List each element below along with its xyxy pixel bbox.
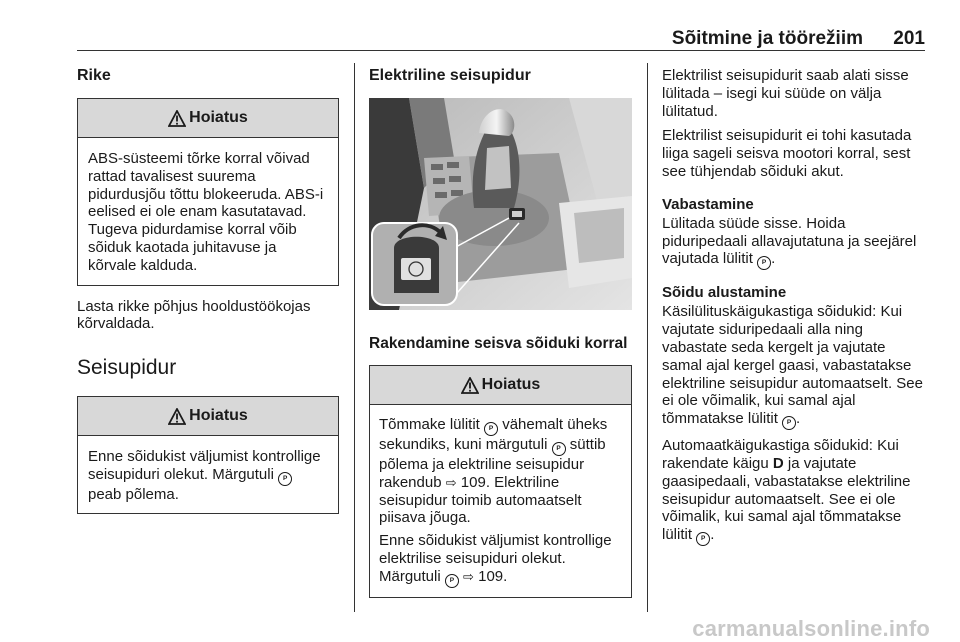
paragraph-2: Elektrilist seisupidurit ei tohi kasutada liiga sageli seisva mootori korral, sest see tühjendab sõiduki akut.	[662, 127, 912, 180]
subheading-stationary-apply: Rakendamine seisva sõiduki korral	[369, 335, 628, 352]
parking-brake-icon: P	[278, 472, 292, 486]
warning-triangle-icon	[461, 377, 479, 394]
warning-header	[78, 99, 338, 138]
parking-brake-icon: P	[782, 416, 796, 430]
column-left	[77, 62, 339, 514]
warning-header	[78, 397, 338, 436]
warning-triangle-icon	[168, 408, 186, 425]
warning-header	[370, 366, 631, 405]
heading-soidu-alustamine: Sõidu alustamine	[662, 284, 787, 302]
parking-brake-icon: P	[484, 422, 498, 436]
heading-vabastamine: Vabastamine	[662, 195, 754, 213]
parking-brake-icon: P	[757, 256, 771, 270]
parking-brake-icon: P	[552, 442, 566, 456]
section-title: Sõitmine ja töörežiim	[671, 28, 863, 49]
warning-box	[369, 365, 632, 598]
column-divider	[647, 63, 648, 612]
page-ref: 109	[460, 473, 486, 491]
warning-body	[78, 138, 338, 285]
header-rule	[77, 50, 925, 51]
gear-d: D	[772, 454, 784, 472]
column-right	[662, 67, 927, 546]
page-ref-icon: ⇨	[445, 474, 457, 490]
paragraph-5: Automaatkäigukastiga sõidukid: Kui rakendate käigu D ja vajutate gaasipedaali, vabastatakse elektriline seisupidur automaatselt. See ei ole võimalik, kui samal ajal tõmmatakse lülitit P .	[662, 437, 927, 546]
warning-text-2: Enne sõidukist väljumist kontrollige elektrilise seisupiduri olekut. Märgutuli P ⇨ 109.	[379, 532, 622, 588]
watermark: carmanualsonline.info	[692, 616, 930, 641]
warning-box	[77, 396, 339, 514]
warning-text: ABS-süsteemi tõrke korral võivad rattad tavalisest suurema pidurdusjõu tõttu blokeeruda. ABS-i eelised ei ole enam kasutatavad. Tugeva pidurdamise korral võib sõiduk kaotada juhitavuse ja kõrvale kalduda.	[88, 150, 324, 274]
page-header	[77, 28, 925, 50]
paragraph-1: Elektrilist seisupidurit saab alati sisse lülitada – isegi kui süüde on välja lülitatud.	[662, 67, 909, 120]
warning-label: Hoiatus	[481, 376, 541, 393]
parking-brake-icon: P	[696, 532, 710, 546]
paragraph-4: Käsilülituskäigukastiga sõidukid: Kui vajutate siduripedaali alla ning vabastate seda kergelt ja vajutate samal ajal kergel gaasi, vabastatakse elektriline seisupidur automaatselt. See ei ole võimalik, kui samal ajal tõmmatakse lülitit P .	[662, 303, 927, 430]
warning-text-1: Tõmmake lülitit P vähemalt üheks sekundiks, kuni märgutuli P süttib põlema ja elektriline seisupidur rakendub ⇨ 109. Elektriline seisupidur toimib automaatselt piisava jõuga.	[379, 416, 608, 527]
heading-electric-parking-brake: Elektriline seisupidur	[369, 67, 531, 84]
parking-brake-icon: P	[445, 574, 459, 588]
heading-rike: Rike	[77, 67, 111, 84]
page-ref: 109	[478, 567, 504, 585]
warning-triangle-icon	[168, 110, 186, 127]
paragraph-rike: Lasta rikke põhjus hooldustöökojas kõrvaldada.	[77, 297, 311, 333]
column-middle	[369, 62, 632, 598]
warning-label: Hoiatus	[189, 109, 248, 126]
warning-text: Enne sõidukist väljumist kontrollige seisupiduri olekut. Märgutuli P peab põlema.	[88, 448, 321, 503]
warning-body	[78, 436, 338, 513]
page-ref-icon: ⇨	[463, 568, 474, 584]
parking-brake-photo	[369, 98, 632, 310]
warning-label: Hoiatus	[189, 407, 248, 425]
heading-seisupidur: Seisupidur	[77, 356, 177, 380]
warning-box	[77, 98, 339, 286]
page-number: 201	[893, 28, 925, 49]
warning-body	[370, 405, 631, 597]
column-divider	[354, 63, 355, 612]
paragraph-3: Lülitada süüde sisse. Hoida piduripedaali allavajutatuna ja seejärel vajutada lülitit P .	[662, 215, 927, 271]
